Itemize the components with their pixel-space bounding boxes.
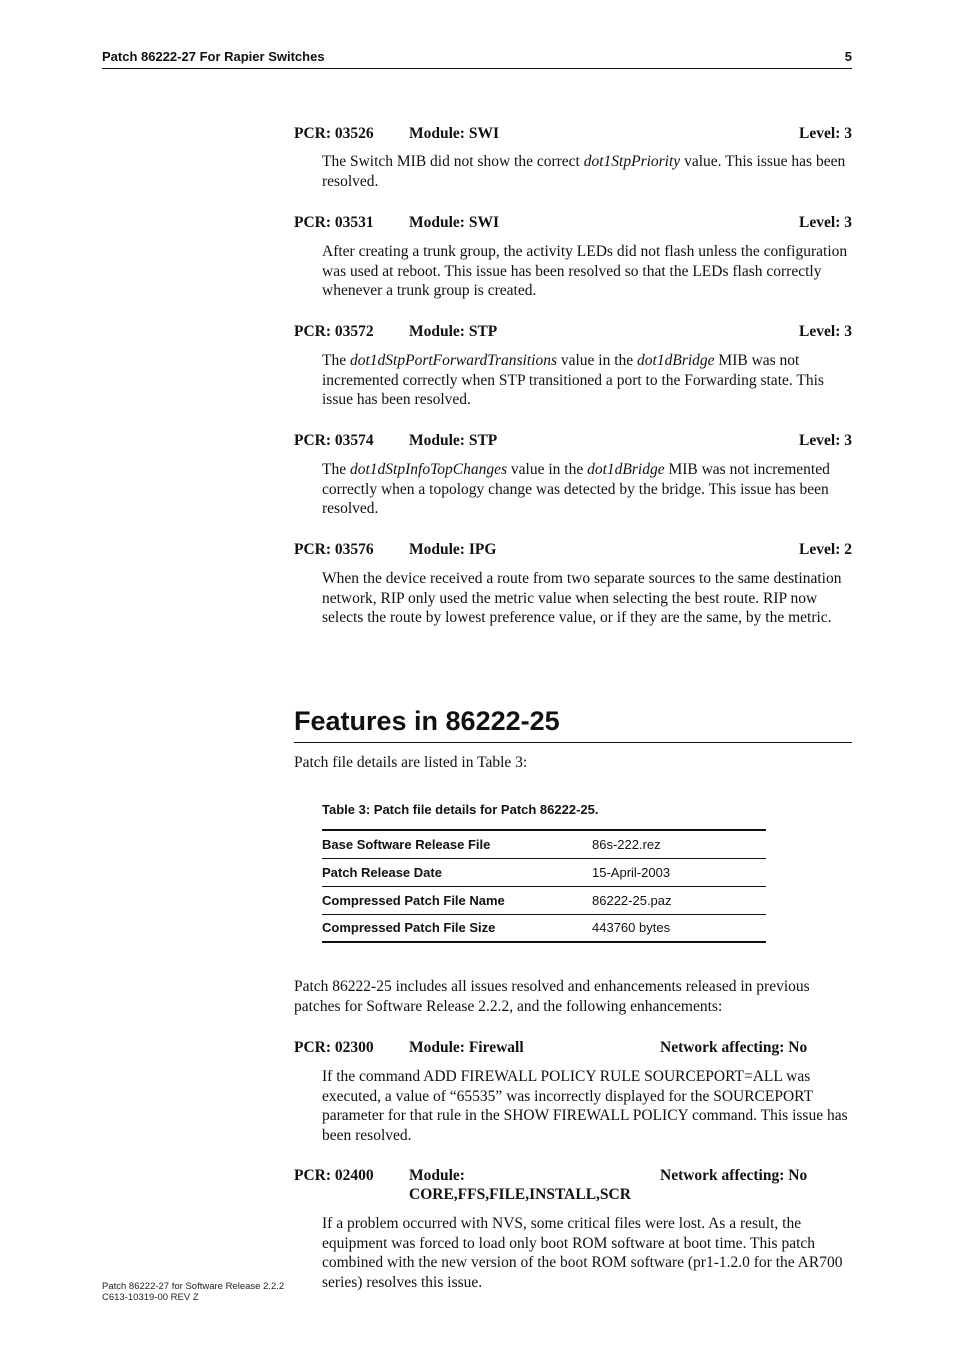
- pcr-id: PCR: 03526: [294, 125, 374, 142]
- section-summary: Patch 86222-25 includes all issues resolved and enhancements released in previous patches for Software Release 2.2.2, and the following enhancements:: [294, 978, 810, 1015]
- pcr-heading: [294, 541, 852, 561]
- pcr-module: Module: IPG: [409, 541, 497, 558]
- pcr-description: [322, 351, 854, 410]
- pcr-description: [322, 152, 854, 191]
- pcr-id: PCR: 02300: [294, 1039, 374, 1056]
- pcr-heading: [294, 1039, 852, 1059]
- pcr-module-list: CORE,FFS,FILE,INSTALL,SCR: [409, 1186, 631, 1203]
- pcr-id: PCR: 03572: [294, 323, 374, 340]
- text-run: value in the: [556, 352, 638, 369]
- pcr-heading: [294, 432, 852, 452]
- text-run: MIB was not incremented correctly when STP transitioned a port to the Forwarding state. This issue has been resolved.: [322, 352, 824, 408]
- page-number: 5: [844, 49, 852, 64]
- text-run: MIB was not incremented correctly when a topology change was detected by the bridge. This issue has been resolved.: [322, 461, 830, 517]
- pcr-module: Module: STP: [409, 323, 498, 340]
- pcr-level: Level: 3: [799, 125, 852, 142]
- pcr-module: Module: SWI: [409, 125, 499, 142]
- pcr-heading: [294, 214, 852, 234]
- pcr-heading: [294, 323, 852, 343]
- header-title: Patch 86222-27 For Rapier Switches: [102, 49, 325, 64]
- mib-name: dot1dBridge: [587, 461, 665, 478]
- pcr-id: PCR: 02400: [294, 1167, 374, 1184]
- text-run: The Switch MIB did not show the correct: [322, 153, 584, 170]
- pcr-level: Level: 2: [799, 541, 852, 558]
- pcr-level: Level: 3: [799, 432, 852, 449]
- network-affecting: Network affecting: No: [660, 1039, 808, 1056]
- section-intro: Patch file details are listed in Table 3:: [294, 754, 528, 771]
- pcr-module: Module: STP: [409, 432, 498, 449]
- table-key: Base Software Release File: [322, 830, 592, 858]
- page-header: [102, 48, 852, 69]
- pcr-description: After creating a trunk group, the activity LEDs did not flash unless the configuration was used at reboot. This issue has been resolved so that the LEDs flash correctly whenever a trunk group is created.: [322, 243, 848, 299]
- table-row: [322, 886, 766, 914]
- table-value: 15-April-2003: [592, 858, 766, 886]
- pcr-description: When the device received a route from two separate sources to the same destination network, RIP only used the metric value when selecting the best route. RIP now selects the route by lowest preference value, or if they are the same, by the metric.: [322, 570, 842, 626]
- text-run: The: [322, 461, 350, 478]
- table-key: Compressed Patch File Name: [322, 886, 592, 914]
- table-row: [322, 830, 766, 858]
- patch-details-table: [322, 829, 766, 943]
- text-run: value. This issue has been resolved.: [322, 153, 846, 190]
- pcr-level: Level: 3: [799, 323, 852, 340]
- pcr-module: Module: SWI: [409, 214, 499, 231]
- table-value: 86s-222.rez: [592, 830, 766, 858]
- mib-name: dot1dBridge: [637, 352, 715, 369]
- table-value: 86222-25.paz: [592, 886, 766, 914]
- pcr-heading: [294, 1167, 852, 1207]
- pcr-id: PCR: 03531: [294, 214, 374, 231]
- pcr-description: [322, 460, 854, 519]
- pcr-description: If a problem occurred with NVS, some critical files were lost. As a result, the equipment was forced to load only boot ROM software at boot time. This patch combined with the new version of the boot ROM software (pr1-1.2.0 for the AR700 series) resolves this issue.: [322, 1215, 843, 1291]
- text-run: The: [322, 352, 350, 369]
- pcr-module: Module:: [409, 1167, 465, 1184]
- pcr-module: Module: Firewall: [409, 1039, 524, 1056]
- section-heading: Features in 86222-25: [294, 703, 852, 743]
- table-row: [322, 914, 766, 942]
- table-row: [322, 858, 766, 886]
- network-affecting: Network affecting: No: [660, 1167, 808, 1184]
- pcr-id: PCR: 03576: [294, 541, 374, 558]
- table-key: Compressed Patch File Size: [322, 914, 592, 942]
- pcr-level: Level: 3: [799, 214, 852, 231]
- mib-object-name: dot1dStpPortForwardTransitions: [349, 352, 557, 369]
- table-value: 443760 bytes: [592, 914, 766, 942]
- pcr-id: PCR: 03574: [294, 432, 374, 449]
- table-key: Patch Release Date: [322, 858, 592, 886]
- page-footer: [102, 1281, 284, 1303]
- pcr-heading: [294, 125, 852, 145]
- footer-release: Patch 86222-27 for Software Release 2.2.2: [102, 1281, 285, 1292]
- mib-object-name: dot1StpPriority: [583, 153, 681, 170]
- table-caption: Table 3: Patch file details for Patch 86222-25.: [322, 802, 599, 817]
- text-run: value in the: [507, 461, 588, 478]
- footer-docnum: C613-10319-00 REV Z: [102, 1292, 199, 1303]
- mib-object-name: dot1dStpInfoTopChanges: [349, 461, 508, 478]
- pcr-description: If the command ADD FIREWALL POLICY RULE SOURCEPORT=ALL was executed, a value of “65535” was incorrectly displayed for the SOURCEPORT parameter for that rule in the SHOW FIREWALL POLICY command. This issue has been resolved.: [322, 1068, 848, 1144]
